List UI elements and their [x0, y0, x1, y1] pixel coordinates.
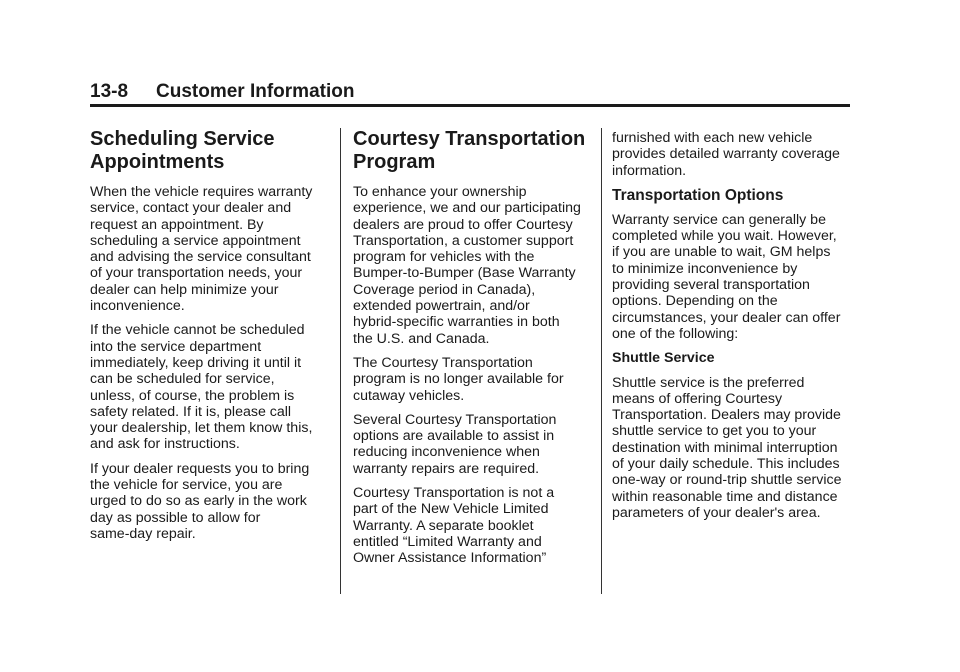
text-line: one-way or round-trip shuttle service	[612, 472, 842, 489]
text-line: inconvenience.	[90, 298, 185, 315]
page-number: 13-8	[90, 81, 129, 102]
text-line: unless, of course, the problem is	[90, 387, 295, 404]
text-line: Owner Assistance Information”	[353, 550, 547, 567]
text-line: within reasonable time and distance	[612, 488, 838, 505]
text-line: Several Courtesy Transportation	[353, 411, 557, 428]
paragraph	[353, 184, 589, 347]
text-line: can be scheduled for service,	[90, 371, 275, 388]
text-line: Courtesy Transportation is not a	[353, 485, 555, 502]
section-heading: Courtesy Transportation Program	[353, 128, 586, 173]
text-line: into the service department	[90, 338, 262, 355]
text-line: To enhance your ownership	[353, 184, 527, 200]
text-line: dealers are proud to offer Courtesy	[353, 216, 573, 233]
column-middle	[353, 128, 589, 575]
text-line: one of the following:	[612, 325, 739, 342]
text-line: options are available to assist in	[353, 428, 555, 445]
page-header	[90, 80, 850, 104]
text-line: your dealership, let them know this,	[90, 420, 313, 437]
column-divider	[601, 128, 602, 594]
text-line: Transportation. Dealers may provide	[612, 407, 841, 424]
section-heading: Scheduling Service Appointments	[90, 128, 275, 173]
text-line: scheduling a service appointment	[90, 232, 301, 249]
text-line: Coverage period in Canada),	[353, 281, 536, 298]
text-line: urged to do so as early in the work	[90, 493, 307, 510]
text-line: furnished with each new vehicle	[612, 130, 813, 146]
text-line: service, contact your dealer and	[90, 200, 292, 217]
column-right	[612, 130, 860, 529]
paragraph	[353, 412, 589, 477]
text-line: extended powertrain, and/or	[353, 298, 530, 315]
text-line: options. Depending on the	[612, 293, 778, 310]
text-line: cutaway vehicles.	[353, 387, 465, 404]
text-line: Shuttle service is the preferred	[612, 374, 805, 391]
paragraph	[612, 375, 860, 522]
paragraph	[612, 212, 860, 342]
text-line: means of offering Courtesy	[612, 390, 783, 407]
text-line: to minimize inconvenience by	[612, 260, 798, 277]
column-divider	[340, 128, 341, 594]
text-line: same-day repair.	[90, 525, 196, 542]
text-line: dealer can help minimize your	[90, 281, 279, 298]
text-line: program is no longer available for	[353, 371, 564, 388]
text-line: day as possible to allow for	[90, 509, 261, 526]
text-line: request an appointment. By	[90, 216, 264, 233]
subsection-heading: Transportation Options	[612, 186, 784, 204]
text-line: the vehicle for service, you are	[90, 477, 283, 494]
text-line: reducing inconvenience when	[353, 444, 540, 461]
text-line: completed while you wait. However,	[612, 228, 837, 245]
paragraph	[90, 322, 326, 452]
text-line: the U.S. and Canada.	[353, 330, 490, 347]
text-line: Warranty. A separate booklet	[353, 517, 534, 534]
text-line: providing several transportation	[612, 277, 810, 294]
header-rule	[90, 104, 850, 107]
text-line: The Courtesy Transportation	[353, 354, 533, 371]
text-line: warranty repairs are required.	[353, 460, 540, 477]
chapter-title: Customer Information	[156, 81, 355, 102]
text-line: If your dealer requests you to bring	[90, 460, 310, 477]
shuttle-heading: Shuttle Service	[612, 350, 715, 367]
text-line: circumstances, your dealer can offer	[612, 309, 841, 326]
text-line: When the vehicle requires warranty	[90, 184, 313, 200]
text-line: part of the New Vehicle Limited	[353, 501, 549, 518]
text-line: parameters of your dealer's area.	[612, 504, 821, 521]
paragraph	[353, 355, 589, 404]
text-line: hybrid-specific warranties in both	[353, 314, 560, 331]
text-line: immediately, keep driving it until it	[90, 354, 302, 371]
text-line: shuttle service to get you to your	[612, 423, 817, 440]
paragraph	[353, 485, 589, 566]
paragraph	[612, 130, 860, 179]
text-line: program for vehicles with the	[353, 249, 535, 266]
text-line: Transportation, a customer support	[353, 232, 574, 249]
text-line: and advising the service consultant	[90, 249, 311, 266]
text-line: destination with minimal interruption	[612, 439, 838, 456]
text-line: if you are unable to wait, GM helps	[612, 244, 831, 261]
text-line: provides detailed warranty coverage	[612, 146, 840, 163]
text-line: If the vehicle cannot be scheduled	[90, 322, 305, 339]
paragraph	[90, 184, 326, 314]
column-left	[90, 128, 326, 550]
text-line: experience, we and our participating	[353, 200, 581, 217]
paragraph	[90, 461, 326, 542]
text-line: information.	[612, 162, 687, 179]
text-line: of your daily schedule. This includes	[612, 456, 840, 473]
text-line: Warranty service can generally be	[612, 211, 826, 228]
text-line: of your transportation needs, your	[90, 265, 303, 282]
text-line: safety related. If it is, please call	[90, 403, 292, 420]
text-line: and ask for instructions.	[90, 436, 240, 453]
text-line: Bumper-to-Bumper (Base Warranty	[353, 265, 576, 282]
text-line: entitled “Limited Warranty and	[353, 533, 542, 550]
